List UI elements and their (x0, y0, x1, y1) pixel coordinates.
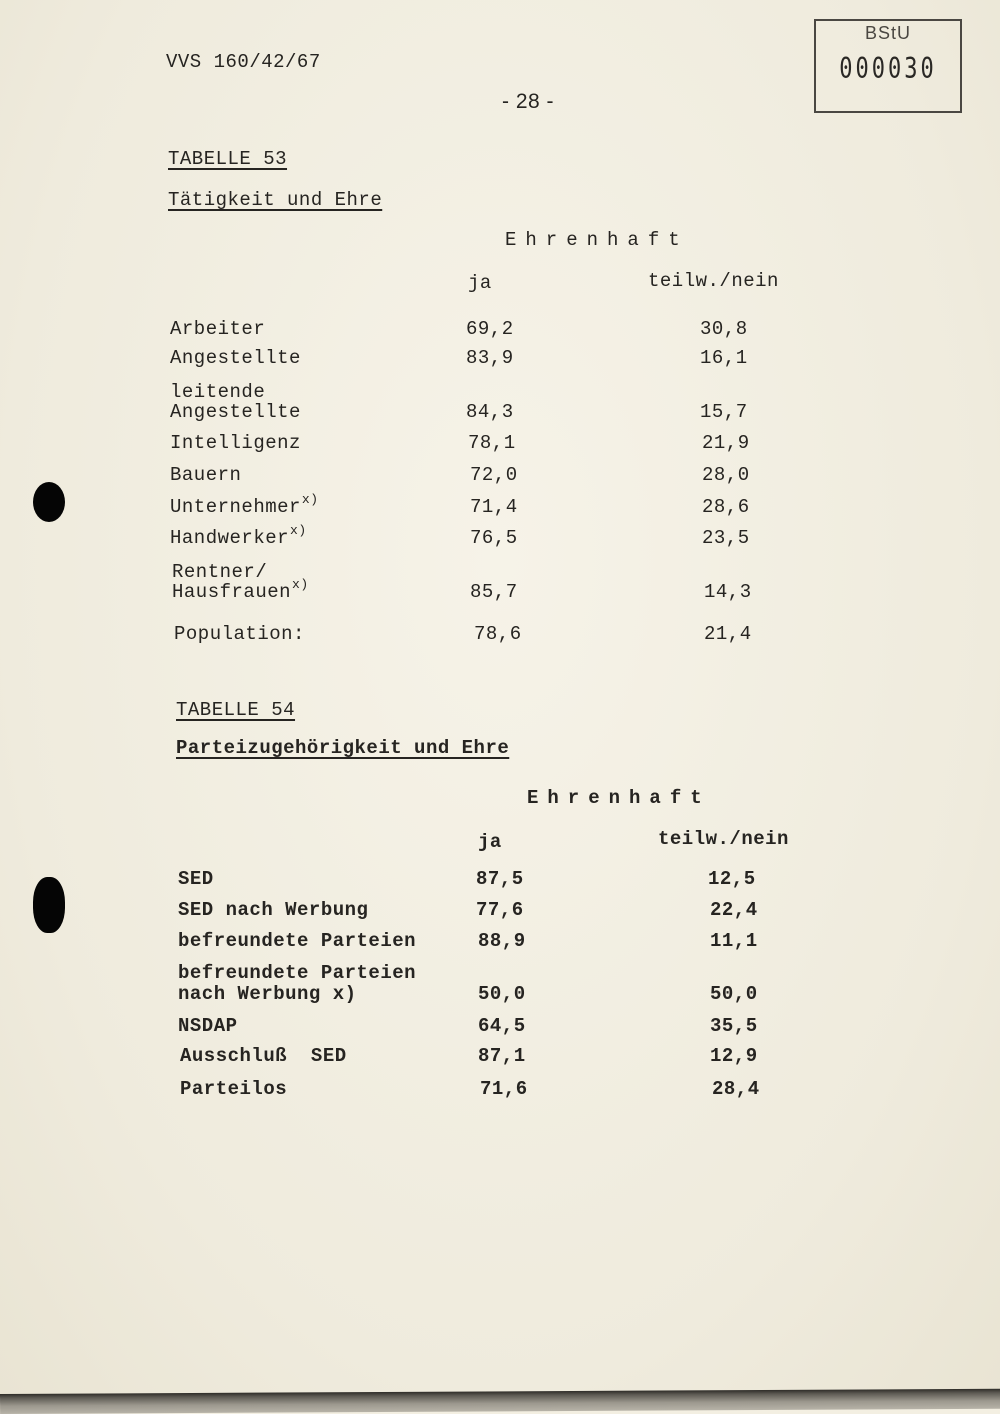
value-nein: 14,3 (704, 581, 752, 603)
row-label-line1: Rentner/ (172, 561, 268, 583)
value-nein: 15,7 (700, 401, 748, 423)
table54-col-nein: teilw./nein (658, 828, 789, 850)
archive-stamp (814, 19, 962, 113)
value-ja: 78,6 (474, 623, 522, 645)
value-ja: 69,2 (466, 318, 514, 340)
table54-label: TABELLE 54 (176, 699, 296, 721)
table-row (0, 432, 1000, 456)
row-label: Ausschluß SED (180, 1045, 347, 1067)
scan-bottom-edge (0, 1389, 1000, 1414)
value-ja: 50,0 (478, 983, 526, 1005)
row-label: Bauern (170, 464, 242, 486)
value-nein: 21,4 (704, 623, 752, 645)
table-row (0, 1045, 1000, 1069)
row-label-text: Unternehmer (170, 496, 301, 518)
footnote-marker: x) (292, 577, 309, 592)
table-row (0, 347, 1000, 371)
table-row (0, 868, 1000, 892)
row-label: Arbeiter (170, 318, 266, 340)
row-label: SED nach Werbung (178, 899, 369, 921)
value-ja: 77,6 (476, 899, 524, 921)
table53-col-ja: ja (468, 272, 492, 294)
table-row (0, 318, 1000, 342)
value-nein: 30,8 (700, 318, 748, 340)
row-label: Angestellte (170, 401, 301, 423)
row-label-line1: befreundete Parteien (178, 962, 417, 984)
row-label-text: Handwerker (170, 527, 290, 549)
value-nein: 11,1 (710, 930, 758, 952)
value-nein: 35,5 (710, 1015, 758, 1037)
footnote-marker: x) (301, 492, 319, 507)
table-row-total (0, 623, 1000, 647)
footnote-marker: x) (290, 523, 307, 538)
row-label: SED (178, 868, 214, 890)
row-label: nach Werbung x) (178, 983, 357, 1005)
value-nein: 28,6 (702, 496, 750, 518)
table-row (0, 899, 1000, 923)
value-ja: 87,5 (476, 868, 524, 890)
row-label: befreundete Parteien (178, 930, 417, 952)
table54-col-ja: ja (478, 831, 502, 853)
row-label: Angestellte (170, 347, 301, 369)
value-nein: 23,5 (702, 527, 750, 549)
row-label: Parteilos (180, 1078, 288, 1100)
table53-label: TABELLE 53 (168, 148, 288, 170)
row-label-line1: leitende (170, 381, 266, 403)
value-nein: 28,4 (712, 1078, 760, 1100)
value-ja: 64,5 (478, 1015, 526, 1037)
row-label: Intelligenz (170, 432, 301, 454)
stamp-label: BStU (864, 23, 911, 43)
row-label (172, 577, 309, 603)
stamp-number: 000030 (839, 53, 937, 86)
table-row (0, 1078, 1000, 1102)
row-label (170, 523, 307, 549)
table-row (0, 401, 1000, 425)
value-ja: 71,6 (480, 1078, 528, 1100)
value-ja: 71,4 (470, 496, 518, 518)
table-row (0, 930, 1000, 954)
value-ja: 76,5 (470, 527, 518, 549)
row-label-text: Hausfrauen (172, 581, 292, 603)
value-ja: 84,3 (466, 401, 514, 423)
document-reference: VVS 160/42/67 (166, 51, 321, 73)
page-number: - 28 - (502, 90, 555, 113)
table54-group-header: Ehrenhaft (527, 787, 711, 809)
value-ja: 85,7 (470, 581, 518, 603)
value-nein: 16,1 (700, 347, 748, 369)
value-nein: 12,9 (710, 1045, 758, 1067)
value-ja: 72,0 (470, 464, 518, 486)
table-row (0, 577, 1000, 605)
table54-title: Parteizugehörigkeit und Ehre (176, 737, 510, 759)
value-nein: 28,0 (702, 464, 750, 486)
table53-title: Tätigkeit und Ehre (168, 189, 383, 211)
table53-group-header: Ehrenhaft (505, 229, 689, 251)
value-nein: 21,9 (702, 432, 750, 454)
table-row (0, 492, 1000, 520)
value-nein: 12,5 (708, 868, 756, 890)
table53-col-nein: teilw./nein (648, 270, 779, 292)
row-label (170, 492, 319, 518)
value-ja: 78,1 (468, 432, 516, 454)
row-label: NSDAP (178, 1015, 238, 1037)
table-row (0, 983, 1000, 1007)
value-nein: 22,4 (710, 899, 758, 921)
value-ja: 83,9 (466, 347, 514, 369)
value-nein: 50,0 (710, 983, 758, 1005)
table-row (0, 464, 1000, 488)
table-row (0, 1015, 1000, 1039)
value-ja: 87,1 (478, 1045, 526, 1067)
value-ja: 88,9 (478, 930, 526, 952)
row-label: Population: (174, 623, 305, 645)
table-row (0, 523, 1000, 551)
